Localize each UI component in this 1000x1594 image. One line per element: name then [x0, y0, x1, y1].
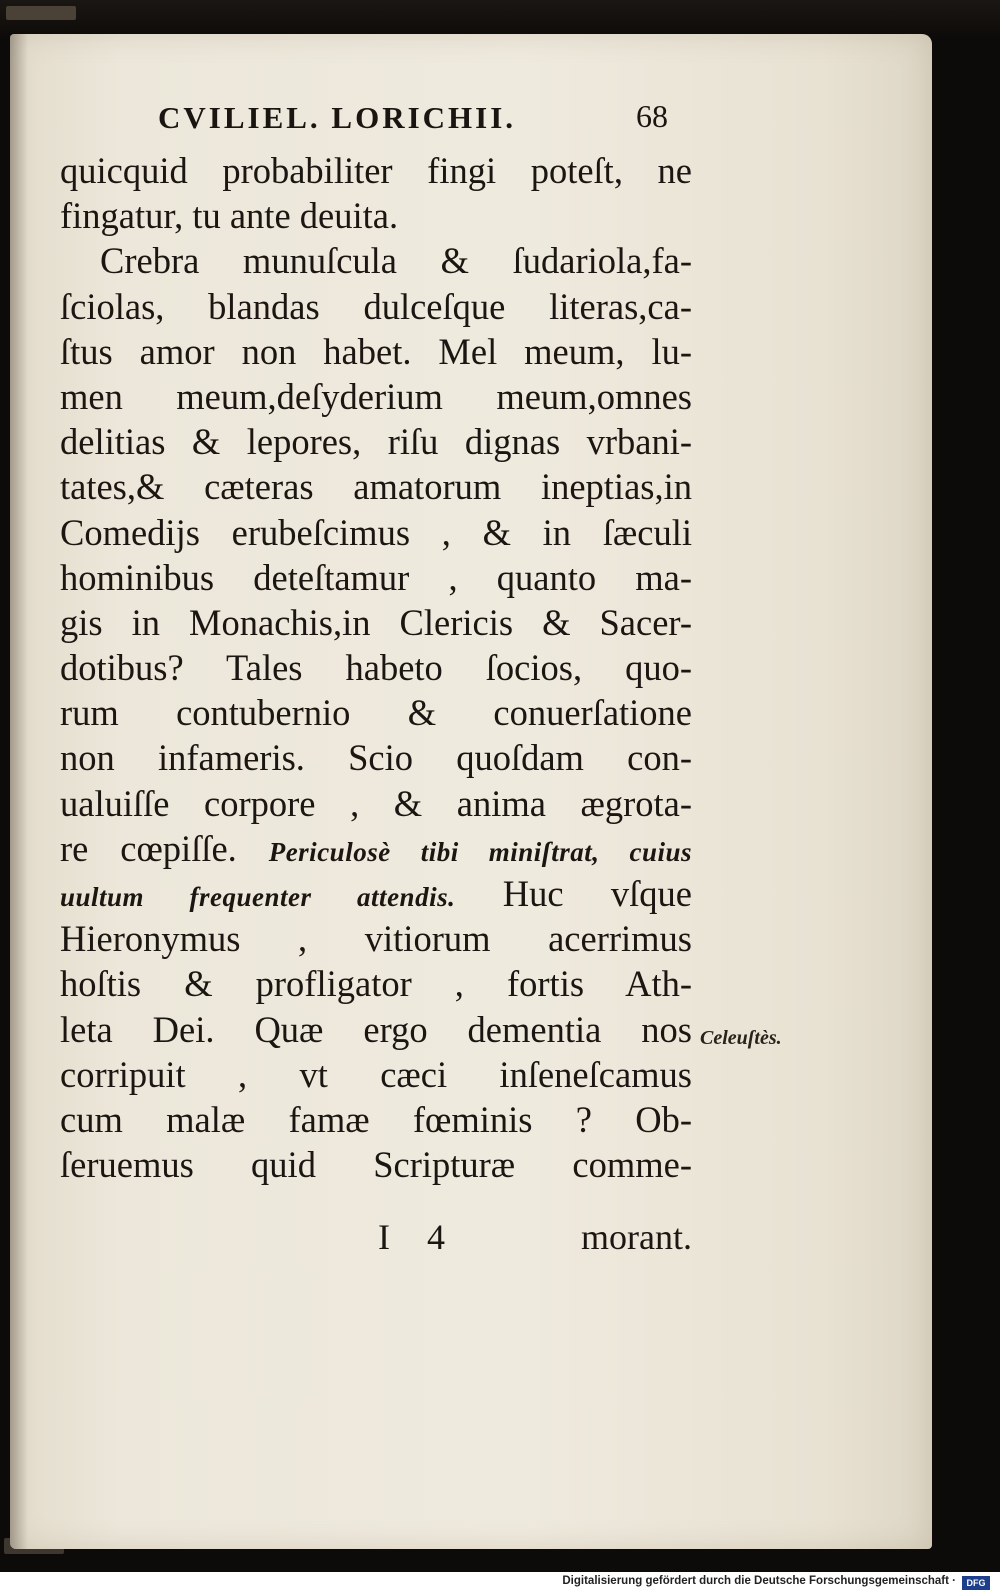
text-line: fingatur, tu ante deuita.: [60, 195, 399, 237]
text-line: non infameris. Scio quoſdam con-: [60, 737, 692, 779]
catch-line: [60, 1216, 692, 1264]
italic-quote-continued: uultum frequenter attendis.: [60, 882, 456, 912]
text-line: Crebra munuſcula & ſudariola,fa-: [100, 240, 692, 282]
text-line: rum contubernio & conuerſatione: [60, 692, 692, 734]
footer-credit: Digitalisierung gefördert durch die Deutsche Forschungsgemeinschaft ·: [562, 1575, 956, 1587]
text-line-mixed: [60, 871, 692, 916]
text-line: hominibus deteſtamur , quanto ma-: [60, 556, 692, 598]
text-line: ualuiſſe corpore , & anima ægrota-: [60, 782, 692, 824]
running-head-title: CVILIEL. LORICHII.: [158, 100, 517, 135]
text-fragment: re cœpiſſe.: [60, 827, 237, 869]
text-line: Hieronymus , vitiorum acerrimus: [60, 918, 692, 960]
text-line: corripuit , vt cæci inſeneſcamus: [60, 1053, 692, 1095]
text-fragment: Huc vſque: [502, 873, 692, 914]
text-line: ſeruemus quid Scripturæ comme-: [60, 1144, 692, 1186]
text-line: leta Dei. Quæ ergo dementia nos: [60, 1008, 692, 1050]
text-line: gis in Monachis,in Clericis & Sacer-: [60, 601, 692, 643]
signature-mark: I 4: [378, 1217, 459, 1257]
text-line: ſtus amor non habet. Mel meum, lu-: [60, 330, 692, 372]
dfg-logo-icon: DFG: [962, 1576, 990, 1590]
text-line: tates,& cæteras amatorum ineptias,in: [60, 466, 692, 508]
text-line: hoſtis & profligator , fortis Ath-: [60, 963, 692, 1005]
italic-quote: Periculosè tibi miniſtrat, cuius: [268, 836, 692, 867]
footer-bar: [0, 1572, 1000, 1594]
scan-top-edge: [0, 0, 1000, 38]
text-line: cum malæ famæ fœminis ? Ob-: [60, 1098, 692, 1140]
marginal-note: Celeuſtès.: [700, 1027, 782, 1049]
text-line: Comedijs erubeſcimus , & in ſæculi: [60, 511, 692, 553]
running-head: [158, 98, 668, 142]
text-line: men meum,deſyderium meum,omnes: [60, 375, 692, 417]
text-line: ſciolas, blandas dulceſque literas,ca-: [60, 285, 692, 327]
text-line-mixed: [60, 826, 692, 871]
gutter-shadow: [10, 34, 28, 1549]
text-line: delitias & lepores, riſu dignas vrbani-: [60, 421, 692, 463]
body-text: [60, 148, 692, 1187]
catchword: morant.: [581, 1217, 692, 1257]
text-line: quicquid probabiliter fingi poteſt, ne: [60, 150, 692, 191]
binding-fragment: [6, 6, 76, 20]
text-line: dotibus? Tales habeto ſocios, quo-: [60, 647, 692, 689]
page-number: 68: [636, 98, 668, 134]
